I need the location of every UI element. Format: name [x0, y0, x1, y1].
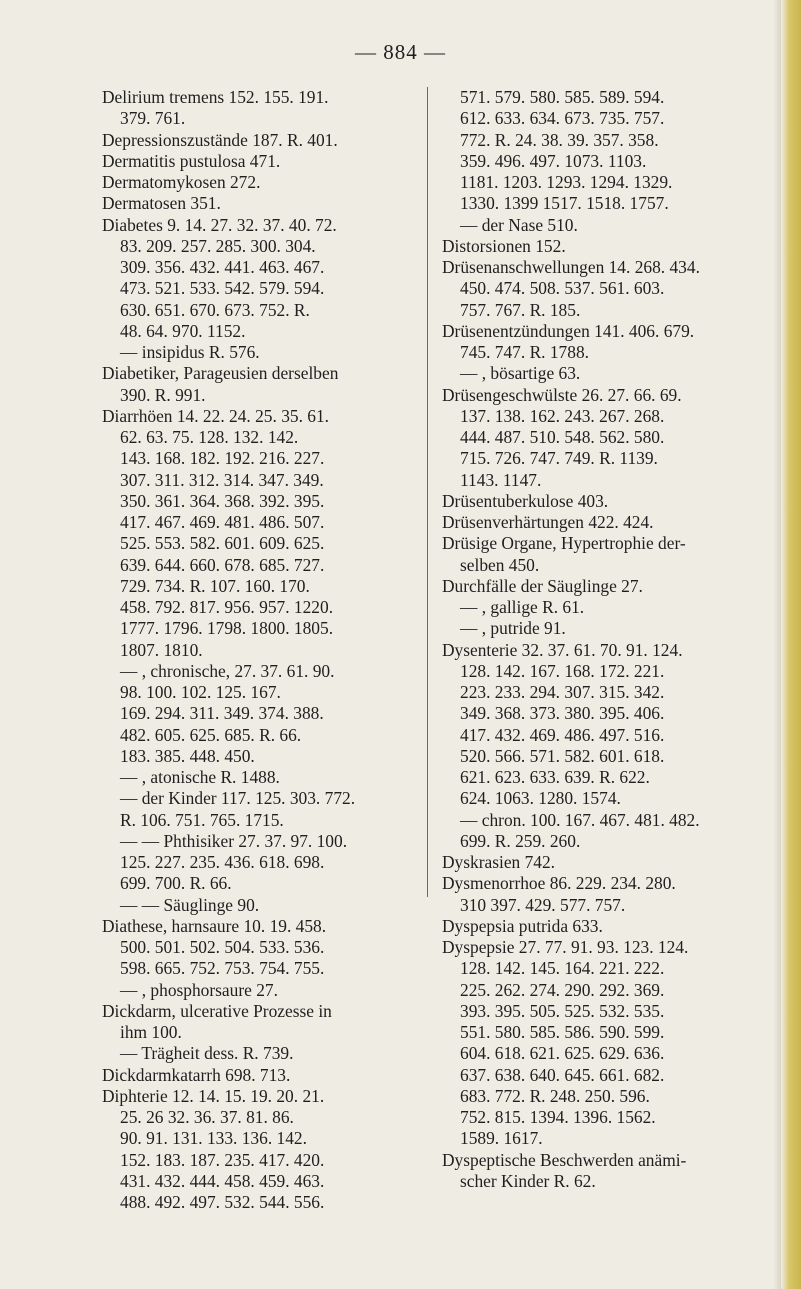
index-entry-line: Dyskrasien 742. [442, 852, 556, 872]
index-continuation-line: 444. 487. 510. 548. 562. 580. [460, 427, 665, 447]
index-continuation-line: 745. 747. R. 1788. [460, 342, 589, 362]
index-entry-line: Dyspepsia putrida 633. [442, 915, 603, 936]
index-continuation-line: 1181. 1203. 1293. 1294. 1329. [460, 172, 673, 192]
index-continuation-line: — , chronische, 27. 37. 61. 90. [120, 660, 335, 681]
index-entry-line: Dyspepsie 27. 77. 91. 93. 123. 124. [442, 937, 689, 957]
index-continuation-line: 571. 579. 580. 585. 589. 594. [460, 87, 665, 107]
index-continuation-line: 183. 385. 448. 450. [120, 745, 255, 766]
index-continuation-line: 699. R. 259. 260. [460, 830, 581, 851]
index-continuation-line: scher Kinder R. 62. [460, 1170, 596, 1191]
index-continuation-line: 128. 142. 167. 168. 172. 221. [460, 660, 665, 681]
index-continuation-line: 125. 227. 235. 436. 618. 698. [120, 852, 325, 872]
index-continuation-line: — , gallige R. 61. [460, 597, 585, 617]
index-entry-line: Drüsenverhärtungen 422. 424. [442, 512, 654, 532]
index-continuation-line: — insipidus R. 576. [120, 342, 260, 362]
index-continuation-line: 1777. 1796. 1798. 1800. 1805. [120, 618, 334, 639]
index-continuation-line: 624. 1063. 1280. 1574. [460, 788, 621, 809]
column-divider [427, 87, 428, 897]
index-entry-line: Diathese, harnsaure 10. 19. 458. [102, 915, 327, 936]
index-continuation-line: 98. 100. 102. 125. 167. [120, 682, 281, 702]
index-continuation-line: 621. 623. 633. 639. R. 622. [460, 767, 650, 787]
index-entry-line: Diarrhöen 14. 22. 24. 25. 35. 61. [102, 405, 330, 426]
index-continuation-line: 630. 651. 670. 673. 752. R. [120, 299, 310, 320]
index-continuation-line: 48. 64. 970. 1152. [120, 320, 246, 341]
index-continuation-line: 223. 233. 294. 307. 315. 342. [460, 682, 665, 702]
index-continuation-line: 143. 168. 182. 192. 216. 227. [120, 448, 325, 469]
index-continuation-line: 349. 368. 373. 380. 395. 406. [460, 703, 665, 724]
index-continuation-line: 1807. 1810. [120, 639, 203, 660]
index-continuation-line: 379. 761. [120, 108, 186, 129]
index-continuation-line: 225. 262. 274. 290. 292. 369. [460, 979, 665, 1000]
index-column-left [102, 87, 427, 1213]
index-continuation-line: 359. 496. 497. 1073. 1103. [460, 150, 647, 171]
index-continuation-line: 639. 644. 660. 678. 685. 727. [120, 554, 325, 575]
index-continuation-line: 1143. 1147. [460, 469, 542, 490]
index-continuation-line: — — Säuglinge 90. [120, 894, 260, 915]
index-continuation-line: 715. 726. 747. 749. R. 1139. [460, 448, 658, 469]
index-continuation-line: 1330. 1399 1517. 1518. 1757. [460, 193, 669, 214]
index-continuation-line: 393. 395. 505. 525. 532. 535. [460, 1000, 665, 1021]
index-column-right [442, 87, 782, 1192]
index-entry-line: Dermatitis pustulosa 471. [102, 150, 281, 171]
index-entry-line: Durchfälle der Säuglinge 27. [442, 575, 643, 596]
index-entry-line: Diphterie 12. 14. 15. 19. 20. 21. [102, 1085, 325, 1106]
index-continuation-line: 309. 356. 432. 441. 463. 467. [120, 257, 325, 277]
index-continuation-line: 551. 580. 585. 586. 590. 599. [460, 1022, 665, 1042]
index-continuation-line: selben 450. [460, 554, 540, 575]
index-continuation-line: — chron. 100. 167. 467. 481. 482. [460, 809, 700, 830]
index-continuation-line: 390. R. 991. [120, 384, 206, 405]
index-continuation-line: 169. 294. 311. 349. 374. 388. [120, 703, 324, 724]
index-continuation-line: 699. 700. R. 66. [120, 873, 232, 894]
index-entry-line: Dermatomykosen 272. [102, 172, 261, 192]
index-continuation-line: 417. 467. 469. 481. 486. 507. [120, 512, 325, 532]
index-continuation-line: — — Phthisiker 27. 37. 97. 100. [120, 830, 348, 851]
index-entry-line: Drüsengeschwülste 26. 27. 66. 69. [442, 384, 682, 405]
index-continuation-line: — der Nase 510. [460, 214, 578, 235]
index-continuation-line: 772. R. 24. 38. 39. 357. 358. [460, 129, 659, 150]
index-continuation-line: 128. 142. 145. 164. 221. 222. [460, 958, 665, 979]
index-continuation-line: 683. 772. R. 248. 250. 596. [460, 1085, 650, 1106]
index-entry-line: Drüsentuberkulose 403. [442, 490, 609, 511]
index-continuation-line: 417. 432. 469. 486. 497. 516. [460, 724, 665, 745]
index-entry-line: Dysmenorrhoe 86. 229. 234. 280. [442, 873, 676, 894]
index-entry-line: Diabetes 9. 14. 27. 32. 37. 40. 72. [102, 214, 337, 235]
index-entry-line: Dysenterie 32. 37. 61. 70. 91. 124. [442, 639, 683, 660]
index-continuation-line: R. 106. 751. 765. 1715. [120, 809, 284, 830]
index-continuation-line: — , putride 91. [460, 618, 566, 639]
index-entry-line: Dermatosen 351. [102, 193, 221, 214]
index-continuation-line: 152. 183. 187. 235. 417. 420. [120, 1149, 325, 1170]
index-entry-line: Delirium tremens 152. 155. 191. [102, 87, 329, 107]
index-continuation-line: 752. 815. 1394. 1396. 1562. [460, 1107, 656, 1127]
index-continuation-line: 307. 311. 312. 314. 347. 349. [120, 469, 324, 490]
index-continuation-line: 604. 618. 621. 625. 629. 636. [460, 1043, 665, 1064]
index-continuation-line: 729. 734. R. 107. 160. 170. [120, 575, 310, 596]
index-continuation-line: — , bösartige 63. [460, 363, 581, 384]
index-continuation-line: ihm 100. [120, 1022, 182, 1042]
index-continuation-line: 473. 521. 533. 542. 579. 594. [120, 278, 325, 299]
index-continuation-line: 637. 638. 640. 645. 661. 682. [460, 1064, 665, 1085]
index-entry-line: Dickdarmkatarrh 698. 713. [102, 1064, 291, 1085]
index-continuation-line: 757. 767. R. 185. [460, 299, 581, 320]
index-entry-line: Dyspeptische Beschwerden anämi- [442, 1149, 687, 1170]
index-entry-line: Distorsionen 152. [442, 235, 566, 256]
index-continuation-line: 612. 633. 634. 673. 735. 757. [460, 108, 665, 129]
page-number: — 884 — [355, 40, 446, 64]
index-entry-line: Diabetiker, Parageusien derselben [102, 363, 339, 384]
index-continuation-line: — der Kinder 117. 125. 303. 772. [120, 788, 356, 809]
index-continuation-line: 83. 209. 257. 285. 300. 304. [120, 235, 316, 256]
index-continuation-line: 62. 63. 75. 128. 132. 142. [120, 427, 299, 447]
index-continuation-line: 137. 138. 162. 243. 267. 268. [460, 405, 665, 426]
index-entry-line: Drüsenanschwellungen 14. 268. 434. [442, 257, 700, 277]
index-continuation-line: 598. 665. 752. 753. 754. 755. [120, 958, 325, 979]
index-entry-line: Drüsige Organe, Hypertrophie der- [442, 533, 686, 554]
page-spine-shadow [773, 0, 781, 1289]
book-edge [781, 0, 801, 1289]
index-entry-line: Depressionszustände 187. R. 401. [102, 129, 338, 150]
index-continuation-line: — , phosphorsaure 27. [120, 979, 278, 1000]
index-continuation-line: 1589. 1617. [460, 1128, 543, 1149]
index-continuation-line: 482. 605. 625. 685. R. 66. [120, 724, 302, 745]
index-entry-line: Dickdarm, ulcerative Prozesse in [102, 1000, 332, 1021]
index-continuation-line: 525. 553. 582. 601. 609. 625. [120, 533, 325, 554]
index-continuation-line: 350. 361. 364. 368. 392. 395. [120, 490, 325, 511]
index-continuation-line: 488. 492. 497. 532. 544. 556. [120, 1192, 325, 1212]
index-continuation-line: 520. 566. 571. 582. 601. 618. [460, 745, 665, 766]
index-continuation-line: 25. 26 32. 36. 37. 81. 86. [120, 1107, 294, 1127]
index-entry-line: Drüsenentzündungen 141. 406. 679. [442, 320, 695, 341]
index-continuation-line: 450. 474. 508. 537. 561. 603. [460, 278, 665, 299]
index-continuation-line: 310 397. 429. 577. 757. [460, 894, 626, 915]
index-continuation-line: 431. 432. 444. 458. 459. 463. [120, 1170, 325, 1191]
index-continuation-line: 458. 792. 817. 956. 957. 1220. [120, 597, 334, 617]
index-continuation-line: 500. 501. 502. 504. 533. 536. [120, 937, 325, 957]
index-continuation-line: — , atonische R. 1488. [120, 767, 280, 787]
index-continuation-line: 90. 91. 131. 133. 136. 142. [120, 1128, 307, 1149]
index-continuation-line: — Trägheit dess. R. 739. [120, 1043, 294, 1064]
